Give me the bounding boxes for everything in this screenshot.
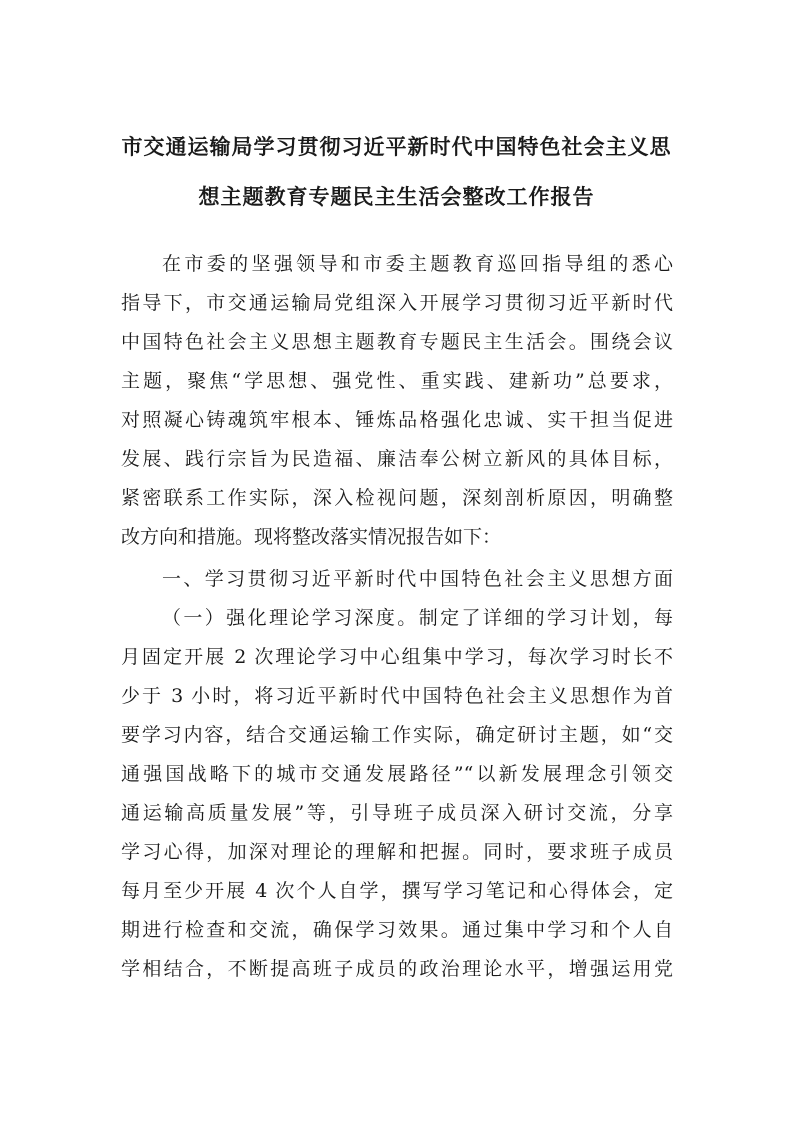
- intro-paragraph-line: 紧密联系工作实际，深入检视问题，深刻剖析原因，明确整: [121, 487, 673, 509]
- subsection-paragraph-line: 每月至少开展 4 次个人自学，撰写学习笔记和心得体会，定: [121, 880, 673, 902]
- subsection-paragraph-line: 学相结合，不断提高班子成员的政治理论水平，增强运用党: [121, 958, 673, 980]
- subsection-paragraph-line: 要学习内容，结合交通运输工作实际，确定研讨主题，如“交: [121, 724, 673, 746]
- subsection-paragraph-line: 期进行检查和交流，确保学习效果。通过集中学习和个人自: [121, 919, 673, 941]
- section-heading: 一、学习贯彻习近平新时代中国特色社会主义思想方面: [162, 568, 673, 590]
- document-title-line-2: 想主题教育专题民主生活会整改工作报告: [198, 184, 595, 209]
- subsection-paragraph-line: 学习心得，加深对理论的理解和把握。同时，要求班子成员: [121, 841, 673, 863]
- subsection-paragraph-line: 少于 3 小时，将习近平新时代中国特色社会主义思想作为首: [121, 685, 673, 707]
- intro-paragraph-line: 中国特色社会主义思想主题教育专题民主生活会。围绕会议: [121, 331, 673, 353]
- intro-paragraph-line: 指导下，市交通运输局党组深入开展学习贯彻习近平新时代: [121, 292, 673, 314]
- document-title-line-1: 市交通运输局学习贯彻习近平新时代中国特色社会主义思: [121, 134, 672, 159]
- intro-paragraph-line: 主题，聚焦“学思想、强党性、重实践、建新功”总要求，: [121, 370, 673, 392]
- intro-paragraph-line: 对照凝心铸魂筑牢根本、锤炼品格强化忠诚、实干担当促进: [121, 409, 673, 431]
- subsection-paragraph-line: 月固定开展 2 次理论学习中心组集中学习，每次学习时长不: [121, 646, 673, 668]
- subsection-paragraph-line: （一）强化理论学习深度。制定了详细的学习计划，每: [162, 607, 673, 629]
- subsection-paragraph-line: 通运输高质量发展”等，引导班子成员深入研讨交流，分享: [121, 802, 673, 824]
- intro-paragraph-line: 发展、践行宗旨为民造福、廉洁奉公树立新风的具体目标，: [121, 448, 673, 470]
- subsection-paragraph-line: 通强国战略下的城市交通发展路径”“以新发展理念引领交: [121, 763, 673, 785]
- intro-paragraph-line: 改方向和措施。现将整改落实情况报告如下：: [121, 526, 502, 548]
- intro-paragraph-line: 在市委的坚强领导和市委主题教育巡回指导组的悉心: [162, 253, 673, 275]
